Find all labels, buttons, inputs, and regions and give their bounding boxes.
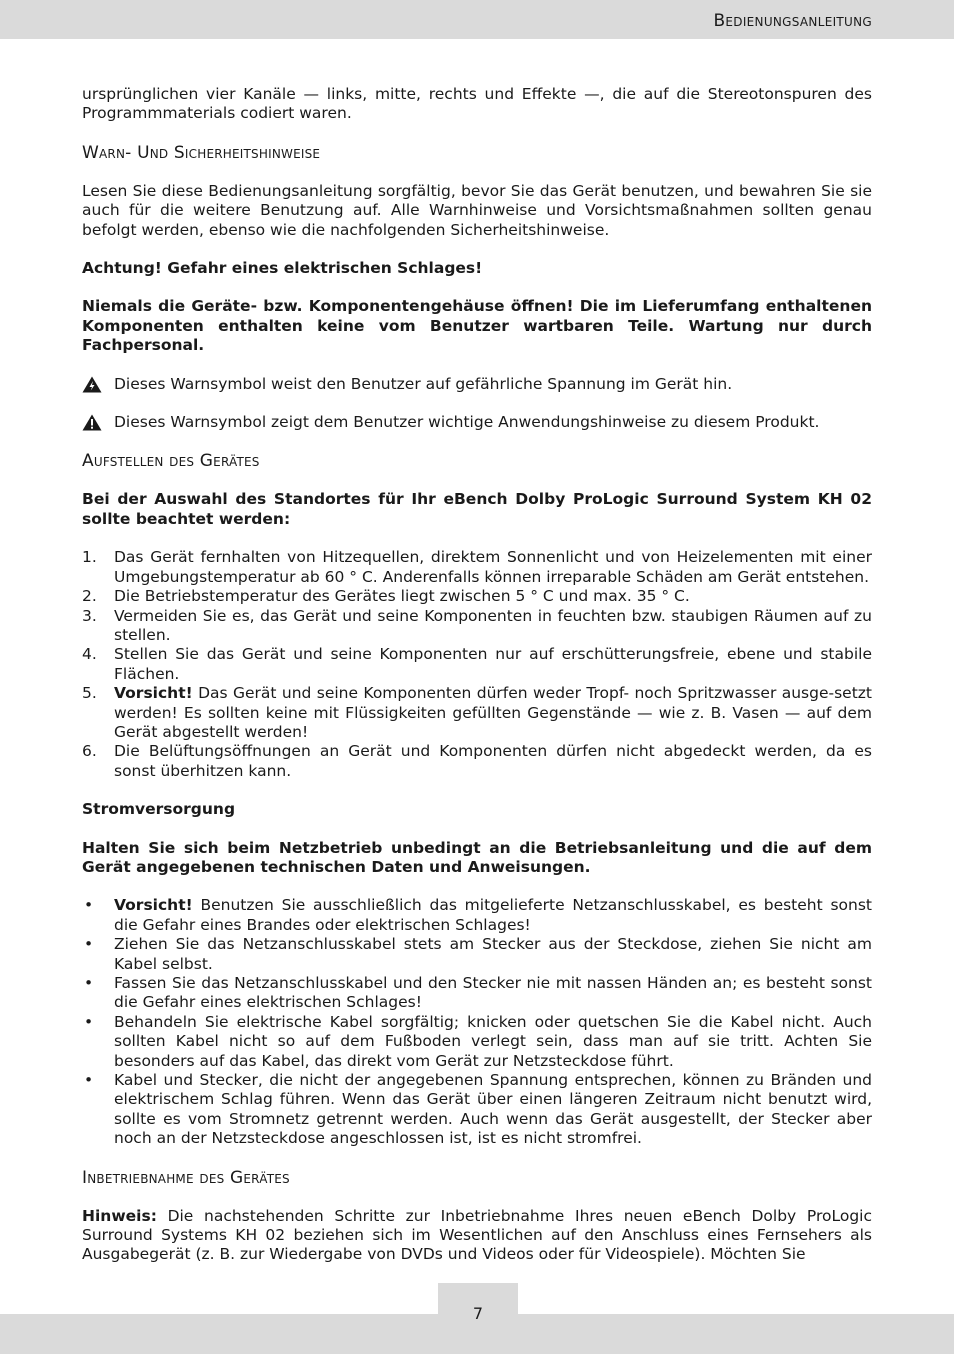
list-item (82, 645, 872, 684)
list-item-bold: Vorsicht! (114, 896, 193, 915)
list-item-number: 6. (82, 742, 97, 761)
voltage-warning-row (82, 375, 872, 394)
list-item (82, 974, 872, 1013)
list-item-text: Benutzen Sie ausschließlich das mitgelieferte Netzanschlusskabel, es besteht sonst die Gefahr eines Brandes oder elektrischen Schlages! (114, 896, 872, 934)
power-list (82, 896, 872, 1148)
list-item-bold: Vorsicht! (114, 684, 193, 703)
list-item (82, 684, 872, 742)
list-item (82, 1013, 872, 1071)
list-item (82, 587, 872, 606)
list-item-text: Fassen Sie das Netzanschlusskabel und den Stecker nie mit nassen Händen an; es besteht sonst die Gefahr eines elektrischen Schlages! (114, 974, 872, 1012)
header-bar (0, 0, 954, 39)
list-item-text: Behandeln Sie elektrische Kabel sorgfältig; knicken oder quetschen Sie die Kabel nicht. Auch sollten Kabel nicht so auf dem Fußboden verlegt sein, dass man auf sie tritt. Achten Sie besonders auf das Kabel, das direkt vom Gerät zur Netzsteckdose führt. (114, 1012, 872, 1070)
alert-text: Achtung! Gefahr eines elektrischen Schlages! (82, 259, 483, 278)
warn-paragraph: Lesen Sie diese Bedienungsanleitung sorgfältig, bevor Sie das Gerät benutzen, und bewahren Sie sie auch für die weitere Benutzung auf. Alle Warnhinweise und Vorsichtsmaßnahmen sollten genau befolgt werden, ebenso wie die nachfolgenden Sicherheitshinweise. (82, 181, 872, 239)
warn-heading: Warn- Und Sicherheitshinweise (82, 142, 321, 163)
bullet-marker: • (84, 974, 94, 992)
list-item (82, 742, 872, 781)
startup-heading: Inbetriebnahme des Gerätes (82, 1167, 290, 1188)
note-text: Die nachstehenden Schritte zur Inbetriebnahme Ihres neuen eBench Dolby ProLogic Surround Systems KH 02 beziehen sich im Wesentlichen auf den Anschluss eines Fernsehers als Ausgabegerät (z. B. zur Wiedergabe von DVDs und Videos oder für Videospiele). Möchten Sie (82, 1206, 872, 1264)
high-voltage-icon (82, 375, 114, 393)
list-item-number: 2. (82, 587, 97, 606)
list-item (82, 548, 872, 587)
page-content (82, 85, 872, 1265)
list-item-number: 3. (82, 606, 97, 625)
header-title: Bedienungsanleitung (713, 11, 872, 31)
bullet-marker: • (84, 1071, 94, 1090)
note-label: Hinweis: (82, 1206, 157, 1225)
bullet-marker: • (84, 896, 94, 915)
list-item-text: Stellen Sie das Gerät und seine Komponenten nur auf erschütterungsfreie, ebene und stabile Flächen. (114, 645, 872, 683)
info-warning-text: Dieses Warnsymbol zeigt dem Benutzer wichtige Anwendungshinweise zu diesem Produkt. (114, 413, 820, 432)
page-number: 7 (472, 1304, 484, 1323)
info-warning-row (82, 413, 872, 432)
list-item (82, 896, 872, 935)
list-item-number: 1. (82, 548, 97, 567)
list-item-text: Die Betriebstemperatur des Gerätes liegt zwischen 5 ° C und max. 35 ° C. (114, 587, 690, 606)
list-item-text: Die Belüftungsöffnungen an Gerät und Komponenten dürfen nicht abgedeckt werden, da es sonst überhitzen kann. (114, 742, 872, 780)
setup-lead: Bei der Auswahl des Standortes für Ihr eBench Dolby ProLogic Surround System KH 02 sollte beachtet werden: (82, 490, 872, 528)
list-item-text: Ziehen Sie das Netzanschlusskabel stets am Stecker aus der Steckdose, ziehen Sie nicht am Kabel selbst. (114, 935, 872, 973)
list-item (82, 1071, 872, 1149)
bullet-marker: • (84, 935, 94, 954)
intro-paragraph: ursprünglichen vier Kanäle — links, mitte, rechts und Effekte —, die auf die Stereotonspuren des Programmmaterials codiert waren. (82, 85, 872, 123)
setup-list (82, 548, 872, 781)
page-number-box (438, 1283, 518, 1354)
list-item-text: Das Gerät und seine Komponenten dürfen weder Tropf- noch Spritzwasser ausge-setzt werden! Es sollten keine mit Flüssigkeiten gefüllten Gegenstände — wie z. B. Vasen — auf dem Gerät abgestellt werden! (114, 684, 872, 741)
list-item-text: Vermeiden Sie es, das Gerät und seine Komponenten in feuchten bzw. staubigen Räumen auf zu stellen. (114, 606, 872, 644)
list-item (82, 607, 872, 646)
bullet-marker: • (84, 1012, 94, 1031)
list-item-number: 5. (82, 684, 97, 703)
setup-heading: Aufstellen des Gerätes (82, 451, 260, 472)
list-item-number: 4. (82, 645, 97, 664)
list-item (82, 935, 872, 974)
list-item-text: Kabel und Stecker, die nicht der angegebenen Spannung entsprechen, können zu Bränden und elektrischem Schlag führen. Wenn das Gerät über einen längeren Zeitraum nicht benutzt wird, sollte es vom Stromnetz getrennt werden. Auch wenn das Gerät ausgestellt, der Stecker aber noch an der Netzsteckdose angeschlossen ist, ist es nicht stromfrei. (114, 1071, 872, 1148)
startup-note (82, 1207, 872, 1265)
power-heading: Stromversorgung (82, 800, 236, 819)
never-open-text: Niemals die Geräte- bzw. Komponentengehäuse öffnen! Die im Lieferumfang enthaltenen Komponenten enthalten keine vom Benutzer wartbaren Teile. Wartung nur durch Fachpersonal. (82, 297, 872, 355)
voltage-warning-text: Dieses Warnsymbol weist den Benutzer auf gefährliche Spannung im Gerät hin. (114, 374, 733, 393)
exclamation-warning-icon (82, 413, 114, 431)
power-lead: Halten Sie sich beim Netzbetrieb unbedingt an die Betriebsanleitung und die auf dem Gerät angegebenen technischen Daten und Anweisungen. (82, 838, 872, 876)
list-item-text: Das Gerät fernhalten von Hitzequellen, direktem Sonnenlicht und von Heizelementen mit einer Umgebungstemperatur ab 60 ° C. Anderenfalls können irreparable Schäden am Gerät entstehen. (114, 548, 872, 586)
